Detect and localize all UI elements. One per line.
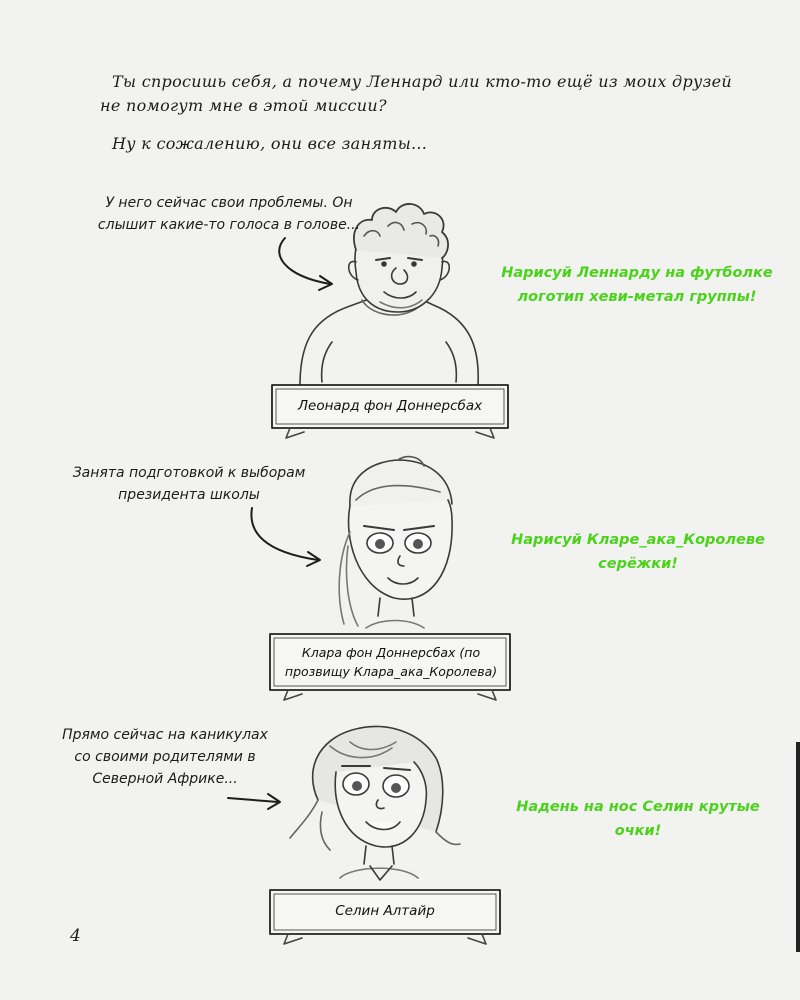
celine-name-banner: Селин Алтайр	[335, 903, 435, 919]
clara-task: Нарисуй Кларе_ака_Королеве серёжки!	[511, 532, 765, 572]
leonard-note: У него сейчас свои проблемы. Он слышит какие-то голоса в голове...	[97, 195, 361, 233]
celine-task: Надень на нос Селин крутые очки!	[516, 799, 760, 839]
intro-paragraph-1: Ты спросишь себя, а почему Леннард или кто-то ещё из моих друзей не помогут мне в этой миссии?	[100, 72, 733, 115]
page-edge-bar	[796, 742, 800, 952]
page-number: 4	[70, 926, 81, 946]
leonard-name-banner: Леонард фон Доннерсбах	[297, 398, 483, 414]
leonard-task: Нарисуй Леннарду на футболке логотип хеви-метал группы!	[501, 265, 773, 305]
clara-name-banner: Клара фон Доннерсбах (по прозвищу Клара_ака_Королева)	[284, 645, 498, 679]
intro-paragraph-2: Ну к сожалению, они все заняты...	[112, 134, 428, 153]
celine-note: Прямо сейчас на каникулах со своими родителями в Северной Африке...	[62, 727, 268, 787]
clara-note: Занята подготовкой к выборам президента школы	[72, 465, 306, 503]
